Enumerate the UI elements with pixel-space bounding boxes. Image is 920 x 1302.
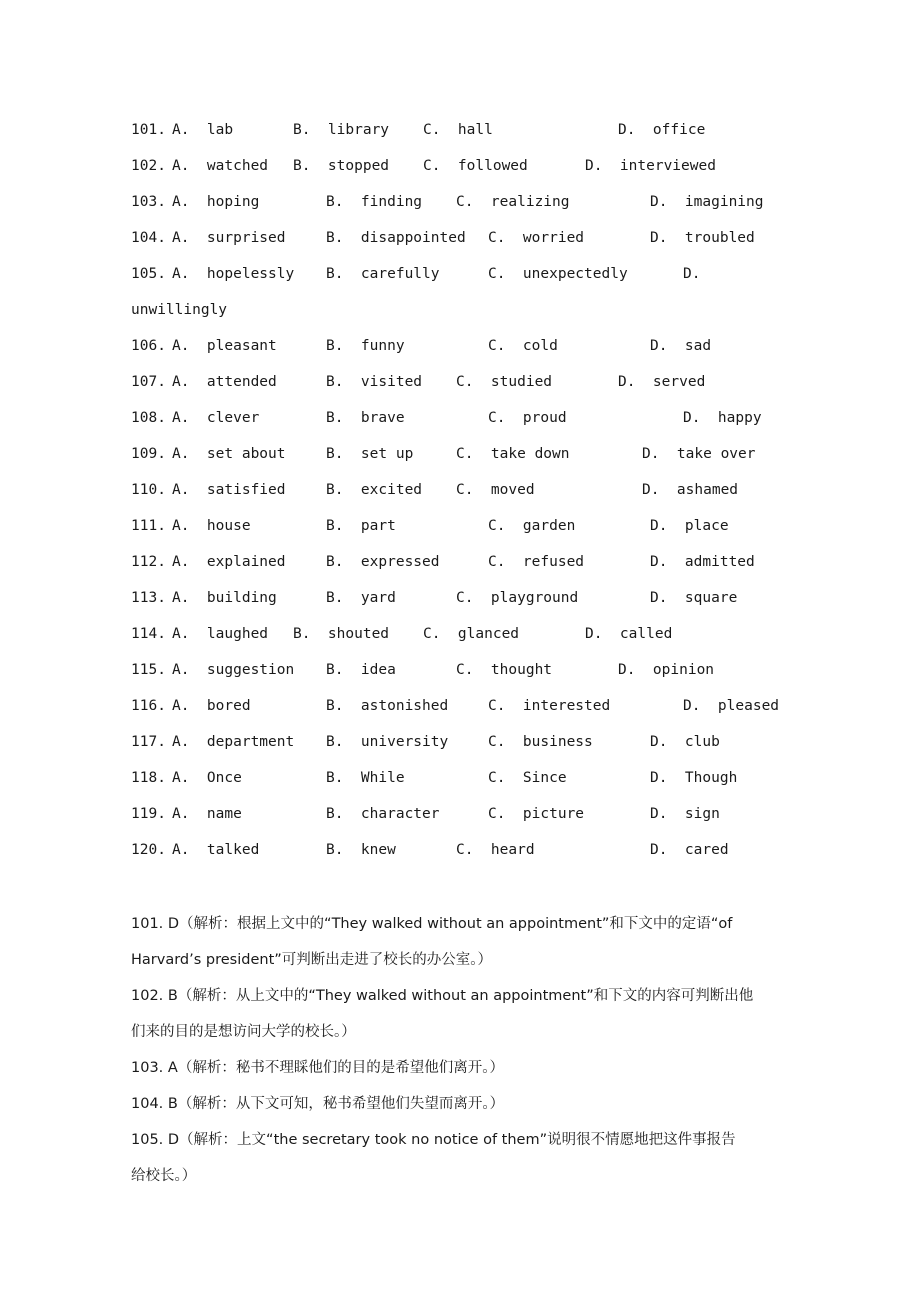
question-number: 119.: [131, 806, 166, 822]
option-c: C. garden: [488, 518, 576, 534]
question-number: 118.: [131, 770, 166, 786]
option-b: B. set up: [326, 446, 414, 462]
option-b: B. finding: [326, 194, 423, 210]
question-number: 113.: [131, 590, 166, 606]
option-a: A. suggestion: [172, 662, 295, 678]
answer-101: [131, 906, 801, 978]
option-c: C. cold: [488, 338, 558, 354]
question-number: 104.: [131, 230, 166, 246]
option-b: B. brave: [326, 410, 405, 426]
option-c: C. take down: [456, 446, 570, 462]
option-a: A. bored: [172, 698, 251, 714]
question-row-107: [0, 364, 920, 400]
option-a: A. lab: [172, 122, 234, 138]
option-c: C. studied: [456, 374, 553, 390]
option-d: D. place: [650, 518, 729, 534]
option-d: D. pleased: [683, 698, 780, 714]
option-d: D. office: [618, 122, 706, 138]
option-c: C. moved: [456, 482, 535, 498]
question-row-111: [0, 508, 920, 544]
option-a: A. hoping: [172, 194, 260, 210]
option-c: C. worried: [488, 230, 585, 246]
question-number: 114.: [131, 626, 166, 642]
answer-line: Harvard’s president”可判断出走进了校长的办公室。）: [131, 952, 493, 968]
option-b: B. character: [326, 806, 440, 822]
question-number: 112.: [131, 554, 166, 570]
question-row-116: [0, 688, 920, 724]
option-c: C. heard: [456, 842, 535, 858]
option-b: B. expressed: [326, 554, 440, 570]
question-row-106: [0, 328, 920, 364]
option-a: A. watched: [172, 158, 269, 174]
option-b: B. part: [326, 518, 396, 534]
question-row-103: [0, 184, 920, 220]
option-d: D. Though: [650, 770, 738, 786]
question-row-105-wrap: [0, 292, 920, 328]
option-d: D. troubled: [650, 230, 755, 246]
option-d: D. imagining: [650, 194, 764, 210]
option-a: A. Once: [172, 770, 242, 786]
option-d: D. called: [585, 626, 673, 642]
option-b: B. visited: [326, 374, 423, 390]
question-row-114: [0, 616, 920, 652]
answer-line: 103. A（解析：秘书不理睬他们的目的是希望他们离开。）: [131, 1060, 505, 1076]
question-number: 108.: [131, 410, 166, 426]
option-b: B. funny: [326, 338, 405, 354]
option-c: C. thought: [456, 662, 553, 678]
option-b: B. shouted: [293, 626, 390, 642]
option-c: C. refused: [488, 554, 585, 570]
option-c: C. interested: [488, 698, 611, 714]
answer-line: 给校长。）: [131, 1168, 197, 1184]
option-b: B. disappointed: [326, 230, 466, 246]
question-row-120: [0, 832, 920, 868]
question-row-101: [0, 112, 920, 148]
answer-line: 们来的目的是想访问大学的校长。）: [131, 1024, 356, 1040]
option-a: A. set about: [172, 446, 286, 462]
option-d: D. served: [618, 374, 706, 390]
option-d: D. ashamed: [642, 482, 739, 498]
question-number: 115.: [131, 662, 166, 678]
question-row-110: [0, 472, 920, 508]
option-b: B. astonished: [326, 698, 449, 714]
question-row-118: [0, 760, 920, 796]
answer-line: 102. B（解析：从上文中的“They walked without an appointment”和下文的内容可判断出他: [131, 988, 754, 1004]
option-a: A. pleasant: [172, 338, 277, 354]
answer-line: 105. D（解析：上文“the secretary took no notice of them”说明很不情愿地把这件事报告: [131, 1132, 736, 1148]
answer-102: [131, 978, 801, 1050]
option-a: A. surprised: [172, 230, 286, 246]
question-number: 117.: [131, 734, 166, 750]
option-d: D.: [683, 266, 701, 282]
question-number: 109.: [131, 446, 166, 462]
question-number: 106.: [131, 338, 166, 354]
option-b: B. knew: [326, 842, 396, 858]
option-c: C. realizing: [456, 194, 570, 210]
option-d: D. happy: [683, 410, 762, 426]
option-b: B. excited: [326, 482, 423, 498]
option-c: C. hall: [423, 122, 493, 138]
answer-104: [131, 1086, 801, 1122]
option-a: A. talked: [172, 842, 260, 858]
option-b: B. yard: [326, 590, 396, 606]
question-row-105: [0, 256, 920, 292]
question-row-112: [0, 544, 920, 580]
question-number: 102.: [131, 158, 166, 174]
option-d-wrapped-text: unwillingly: [131, 302, 228, 318]
option-d: D. cared: [650, 842, 729, 858]
question-number: 103.: [131, 194, 166, 210]
option-c: C. followed: [423, 158, 528, 174]
option-a: A. clever: [172, 410, 260, 426]
question-number: 105.: [131, 266, 166, 282]
option-a: A. building: [172, 590, 277, 606]
option-a: A. attended: [172, 374, 277, 390]
option-a: A. house: [172, 518, 251, 534]
option-a: A. hopelessly: [172, 266, 295, 282]
option-a: A. explained: [172, 554, 286, 570]
option-c: C. playground: [456, 590, 579, 606]
option-d: D. interviewed: [585, 158, 716, 174]
question-row-104: [0, 220, 920, 256]
question-number: 110.: [131, 482, 166, 498]
option-b: B. While: [326, 770, 405, 786]
option-b: B. library: [293, 122, 390, 138]
question-row-108: [0, 400, 920, 436]
option-c: C. business: [488, 734, 593, 750]
option-a: A. satisfied: [172, 482, 286, 498]
question-number: 101.: [131, 122, 166, 138]
option-c: C. unexpectedly: [488, 266, 628, 282]
question-row-117: [0, 724, 920, 760]
option-d: D. admitted: [650, 554, 755, 570]
option-a: A. department: [172, 734, 295, 750]
option-c: C. proud: [488, 410, 567, 426]
question-row-102: [0, 148, 920, 184]
option-c: C. glanced: [423, 626, 520, 642]
option-d: D. sad: [650, 338, 712, 354]
question-row-119: [0, 796, 920, 832]
option-b: B. university: [326, 734, 449, 750]
question-row-115: [0, 652, 920, 688]
option-b: B. carefully: [326, 266, 440, 282]
option-d: D. take over: [642, 446, 756, 462]
question-number: 111.: [131, 518, 166, 534]
option-c: C. picture: [488, 806, 585, 822]
option-b: B. stopped: [293, 158, 390, 174]
option-d: D. opinion: [618, 662, 715, 678]
option-c: C. Since: [488, 770, 567, 786]
answer-line: 104. B（解析：从下文可知，秘书希望他们失望而离开。）: [131, 1096, 505, 1112]
answer-105: [131, 1122, 801, 1194]
question-number: 107.: [131, 374, 166, 390]
option-d: D. club: [650, 734, 720, 750]
answer-103: [131, 1050, 801, 1086]
question-row-109: [0, 436, 920, 472]
question-row-113: [0, 580, 920, 616]
answer-line: 101. D（解析：根据上文中的“They walked without an appointment”和下文中的定语“of: [131, 916, 733, 932]
option-b: B. idea: [326, 662, 396, 678]
option-d: D. sign: [650, 806, 720, 822]
question-number: 116.: [131, 698, 166, 714]
question-number: 120.: [131, 842, 166, 858]
option-d: D. square: [650, 590, 738, 606]
option-a: A. name: [172, 806, 242, 822]
option-a: A. laughed: [172, 626, 269, 642]
